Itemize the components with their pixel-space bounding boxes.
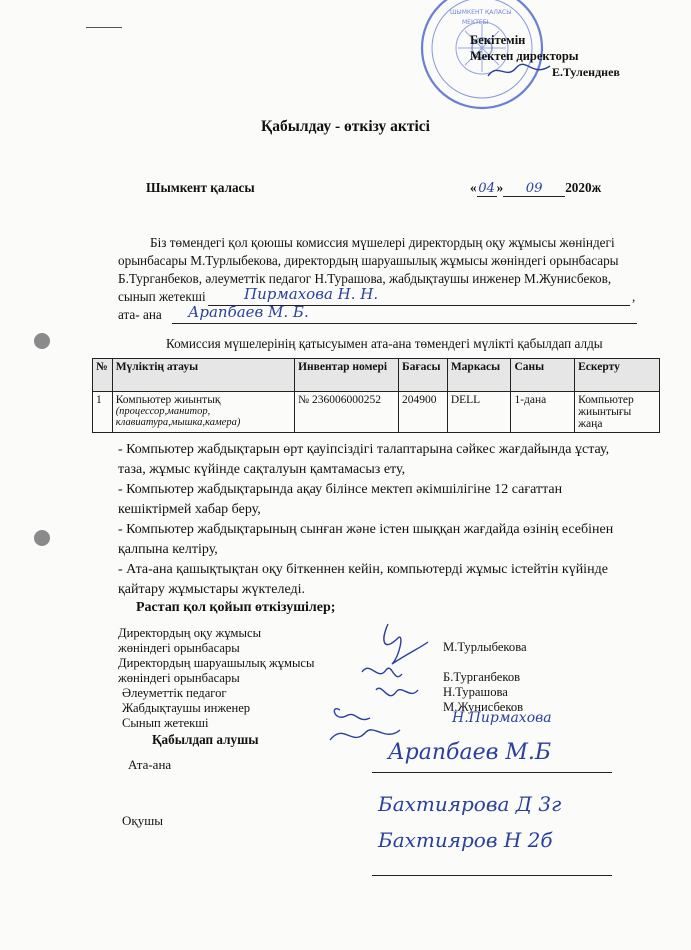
header-brand: Маркасы [447, 359, 511, 392]
intro-line-2: орынбасары М.Турлыбекова, директордың шаруашылық жұмысы жөніндегі орынбасары [118, 253, 619, 268]
teacher-name-handwritten: Н.Пирмахова [452, 710, 552, 726]
header-price: Бағасы [399, 359, 448, 392]
cell-qty: 1-дана [511, 392, 575, 433]
parent-label: Ата-ана [128, 757, 172, 772]
header-name: Мүліктің атауы [112, 359, 294, 392]
document-title: Қабылдау - өткізу актісі [261, 118, 430, 135]
rule-line-4: кешіктірмей хабар беру, [118, 502, 261, 517]
header-note: Ескерту [575, 359, 660, 392]
table-header-row [93, 359, 660, 392]
cell-name-detail: (процессор,манитор, клавиатура,мышка,камера) [115, 406, 241, 428]
director-signature-icon [486, 60, 552, 82]
cell-name-main: Компьютер жиынтық [115, 394, 221, 406]
role-line-4: жөніндегі орынбасары [118, 671, 240, 685]
parent-sign-handwritten: Арапбаев М.Б [388, 740, 552, 765]
date-quote-open: « [470, 180, 477, 195]
student-sign-line [372, 875, 612, 876]
punch-hole-bottom [34, 530, 50, 546]
rule-line-5: - Компьютер жабдықтарының сынған және істен шыққан жағдайда өзінің есебінен [118, 522, 614, 537]
date-quote-close: » [496, 180, 504, 195]
rule-line-1: - Компьютер жабдықтарын өрт қауіпсіздігі талаптарына сәйкес жағдайында ұстау, [118, 442, 610, 457]
rule-line-8: қайтару жұмыстары жүктеледі. [118, 582, 306, 597]
name-deputy-economic: Б.Турганбеков [443, 670, 521, 684]
rule-line-2: таза, жұмыс күйінде сақталуын қамтамасыз ету, [118, 462, 406, 477]
role-line-1: Директордың оқу жұмысы [118, 626, 262, 640]
approve-label: Бекітемін [470, 33, 526, 47]
scan-mark [86, 27, 122, 28]
intro-line-3: Б.Турганбеков, әлеуметтік педагог Н.Турашова, жабдықтаушы инженер М.Жунисбеков, [118, 271, 612, 286]
cell-name [112, 392, 294, 433]
cell-price: 204900 [399, 392, 448, 433]
role-line-5: Әлеуметтік педагог [122, 686, 227, 700]
date-year: 2020ж [565, 180, 602, 195]
city-label: Шымкент қаласы [146, 180, 255, 195]
intro-line-1: Біз төмендегі қол қоюшы комиссия мүшелері директордың оқу жұмысы жөніндегі [150, 235, 615, 250]
receivers-heading: Қабылдап алушы [152, 732, 259, 747]
rule-line-6: қалпына келтіру, [118, 542, 218, 557]
director-name: Е.Туленднев [552, 65, 620, 79]
cell-inventory: № 236006000252 [295, 392, 399, 433]
role-line-7: Сынып жетекші [122, 716, 209, 730]
header-no: № [93, 359, 113, 392]
signatures-heading: Растап қол қойып өткізушілер; [136, 600, 336, 615]
student-sign-handwritten-2: Бахтияров Н 2б [378, 828, 553, 852]
parent-underline [172, 323, 637, 324]
date-month: 09 [503, 181, 565, 197]
name-engineer: М.Жунисбеков [443, 700, 524, 714]
date-day: 04 [478, 181, 495, 196]
parent-handwritten: Арапбаев М. Б. [188, 303, 309, 321]
name-social-pedagogue: Н.Турашова [443, 685, 508, 699]
seal-text-middle: МЕКТЕБІ [462, 19, 489, 26]
punch-hole-top [34, 333, 50, 349]
cell-note: Компьютер жиынтығы жаңа [575, 392, 660, 433]
header-qty: Саны [511, 359, 575, 392]
header-inventory: Инвентар номері [295, 359, 399, 392]
seal-text-top: ШЫМКЕНТ ҚАЛАСЫ [450, 9, 512, 16]
date-field [470, 180, 601, 197]
cell-no: 1 [93, 392, 113, 433]
role-line-6: Жабдықтаушы инженер [122, 701, 251, 715]
intro-parent-label: ата- ана [118, 307, 162, 322]
student-label: Оқушы [122, 813, 163, 828]
intro-teacher-label: сынып жетекші [118, 289, 206, 304]
rule-line-3: - Компьютер жабдықтарында ақау білінсе мектеп әкімшілігіне 12 сағаттан [118, 482, 563, 497]
role-line-2: жөніндегі орынбасары [118, 641, 240, 655]
assets-table [92, 358, 660, 433]
director-title: Мектеп директоры [470, 49, 579, 63]
intro-line-6: Комиссия мүшелерінің қатысуымен ата-ана төмендегі мүлікті қабылдап алды [166, 336, 603, 351]
cell-brand: DELL [447, 392, 511, 433]
parent-sign-line [372, 772, 612, 773]
rule-line-7: - Ата-ана қашықтықтан оқу біткеннен кейін, компьютерді жұмыс істейтін күйінде [118, 562, 608, 577]
teacher-handwritten: Пирмахова Н. Н. [244, 285, 379, 303]
intro-comma: , [632, 289, 636, 304]
name-deputy-education: М.Турлыбекова [443, 640, 527, 654]
student-sign-handwritten-1: Бахтиярова Д 3г [378, 792, 562, 816]
role-line-3: Директордың шаруашылық жұмысы [118, 656, 315, 670]
table-row [93, 392, 660, 433]
